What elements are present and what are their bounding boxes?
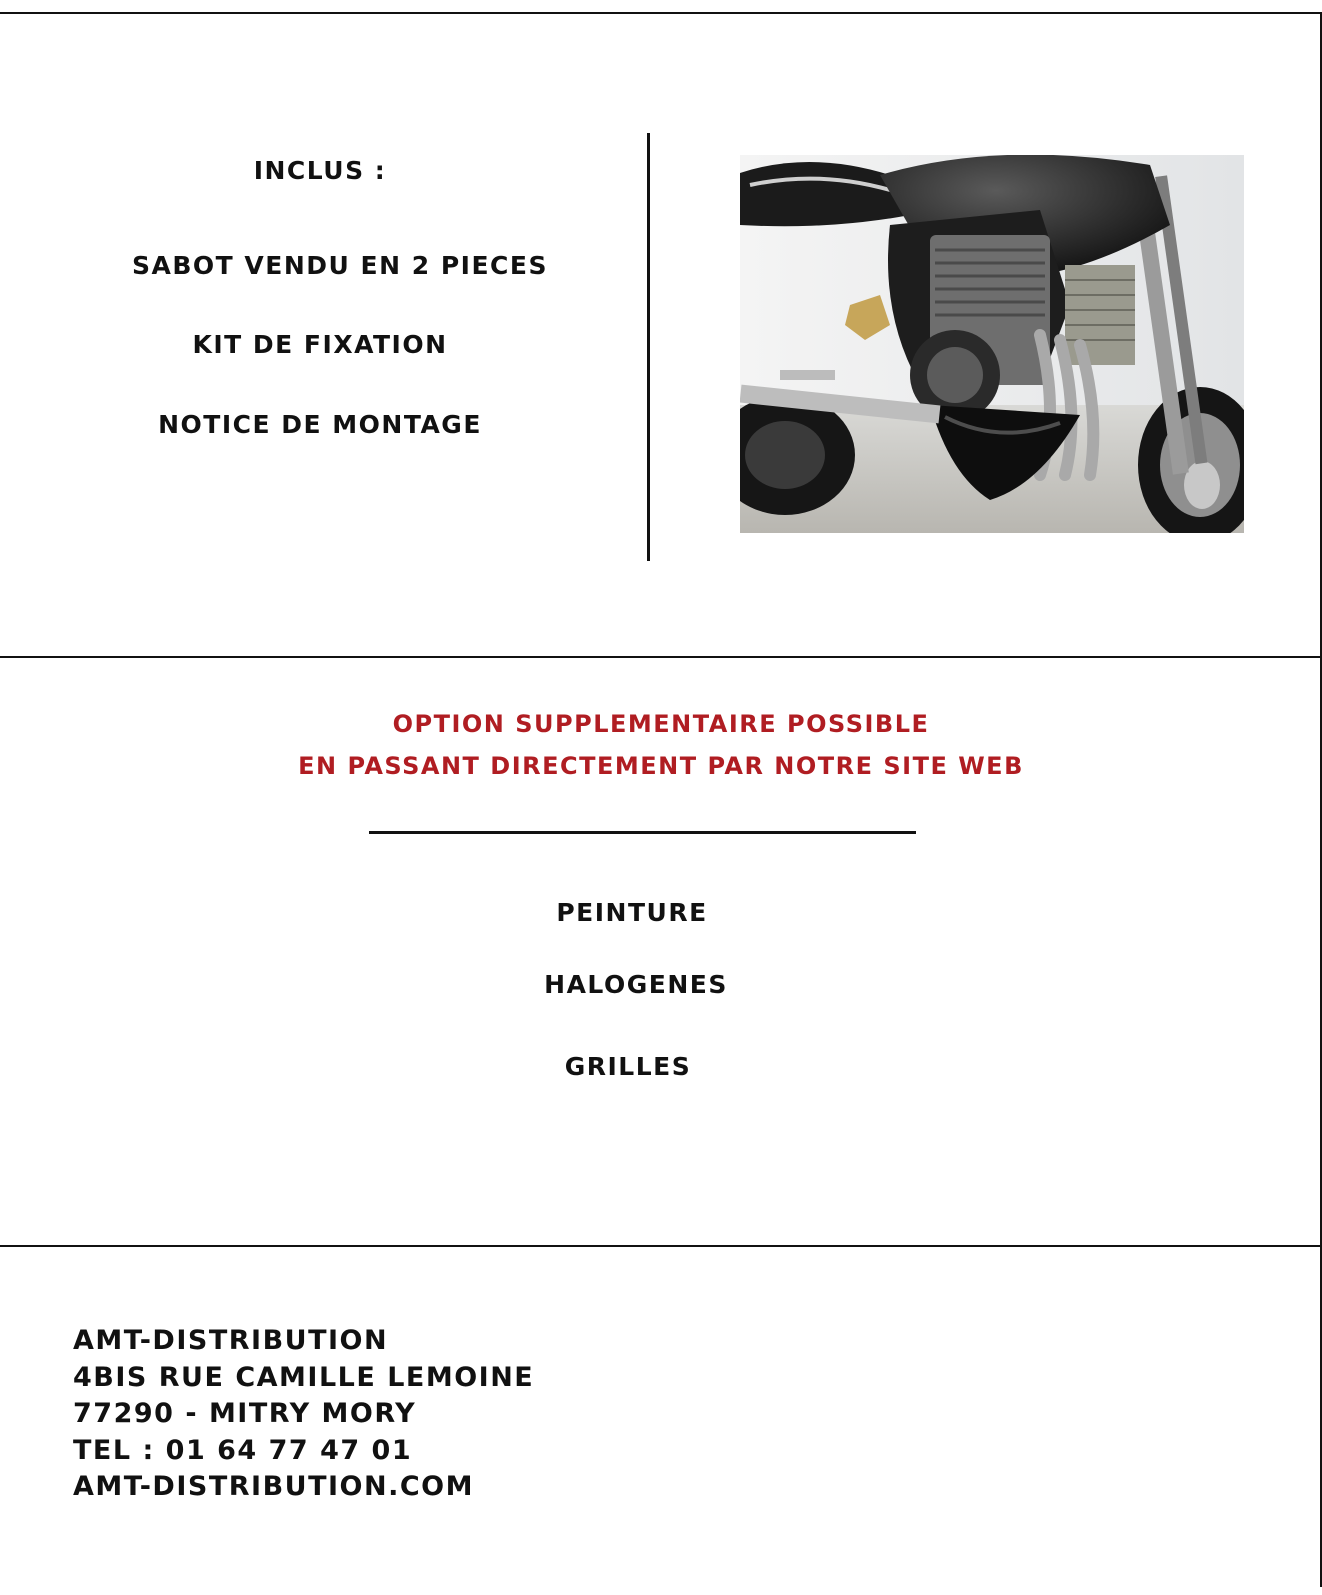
motorcycle-illustration [740,155,1244,533]
company-name: AMT-DISTRIBUTION [73,1325,389,1356]
top-border [0,12,1322,14]
option-item: HALOGENES [544,970,728,999]
section-divider-2 [0,1245,1322,1247]
option-line-1: OPTION SUPPLEMENTAIRE POSSIBLE [392,710,930,738]
included-heading: INCLUS : [253,156,387,185]
included-item: KIT DE FIXATION [192,330,448,359]
section-divider-1 [0,656,1322,658]
contact-block [73,1323,534,1506]
option-line-2: EN PASSANT DIRECTEMENT PAR NOTRE SITE WEB [298,752,1024,780]
included-item: NOTICE DE MONTAGE [158,410,482,439]
motorcycle-photo [740,155,1244,533]
vertical-divider [647,133,650,561]
option-divider [369,831,916,834]
street-address: 4BIS RUE CAMILLE LEMOINE [73,1361,535,1393]
option-item: GRILLES [564,1052,692,1081]
option-item: PEINTURE [556,898,708,927]
website-url[interactable]: AMT-DISTRIBUTION.COM [73,1471,474,1502]
city-address: 77290 - MITRY MORY [73,1398,417,1429]
included-item: SABOT VENDU EN 2 PIECES [132,251,548,280]
phone-number: TEL : 01 64 77 47 01 [73,1434,413,1466]
